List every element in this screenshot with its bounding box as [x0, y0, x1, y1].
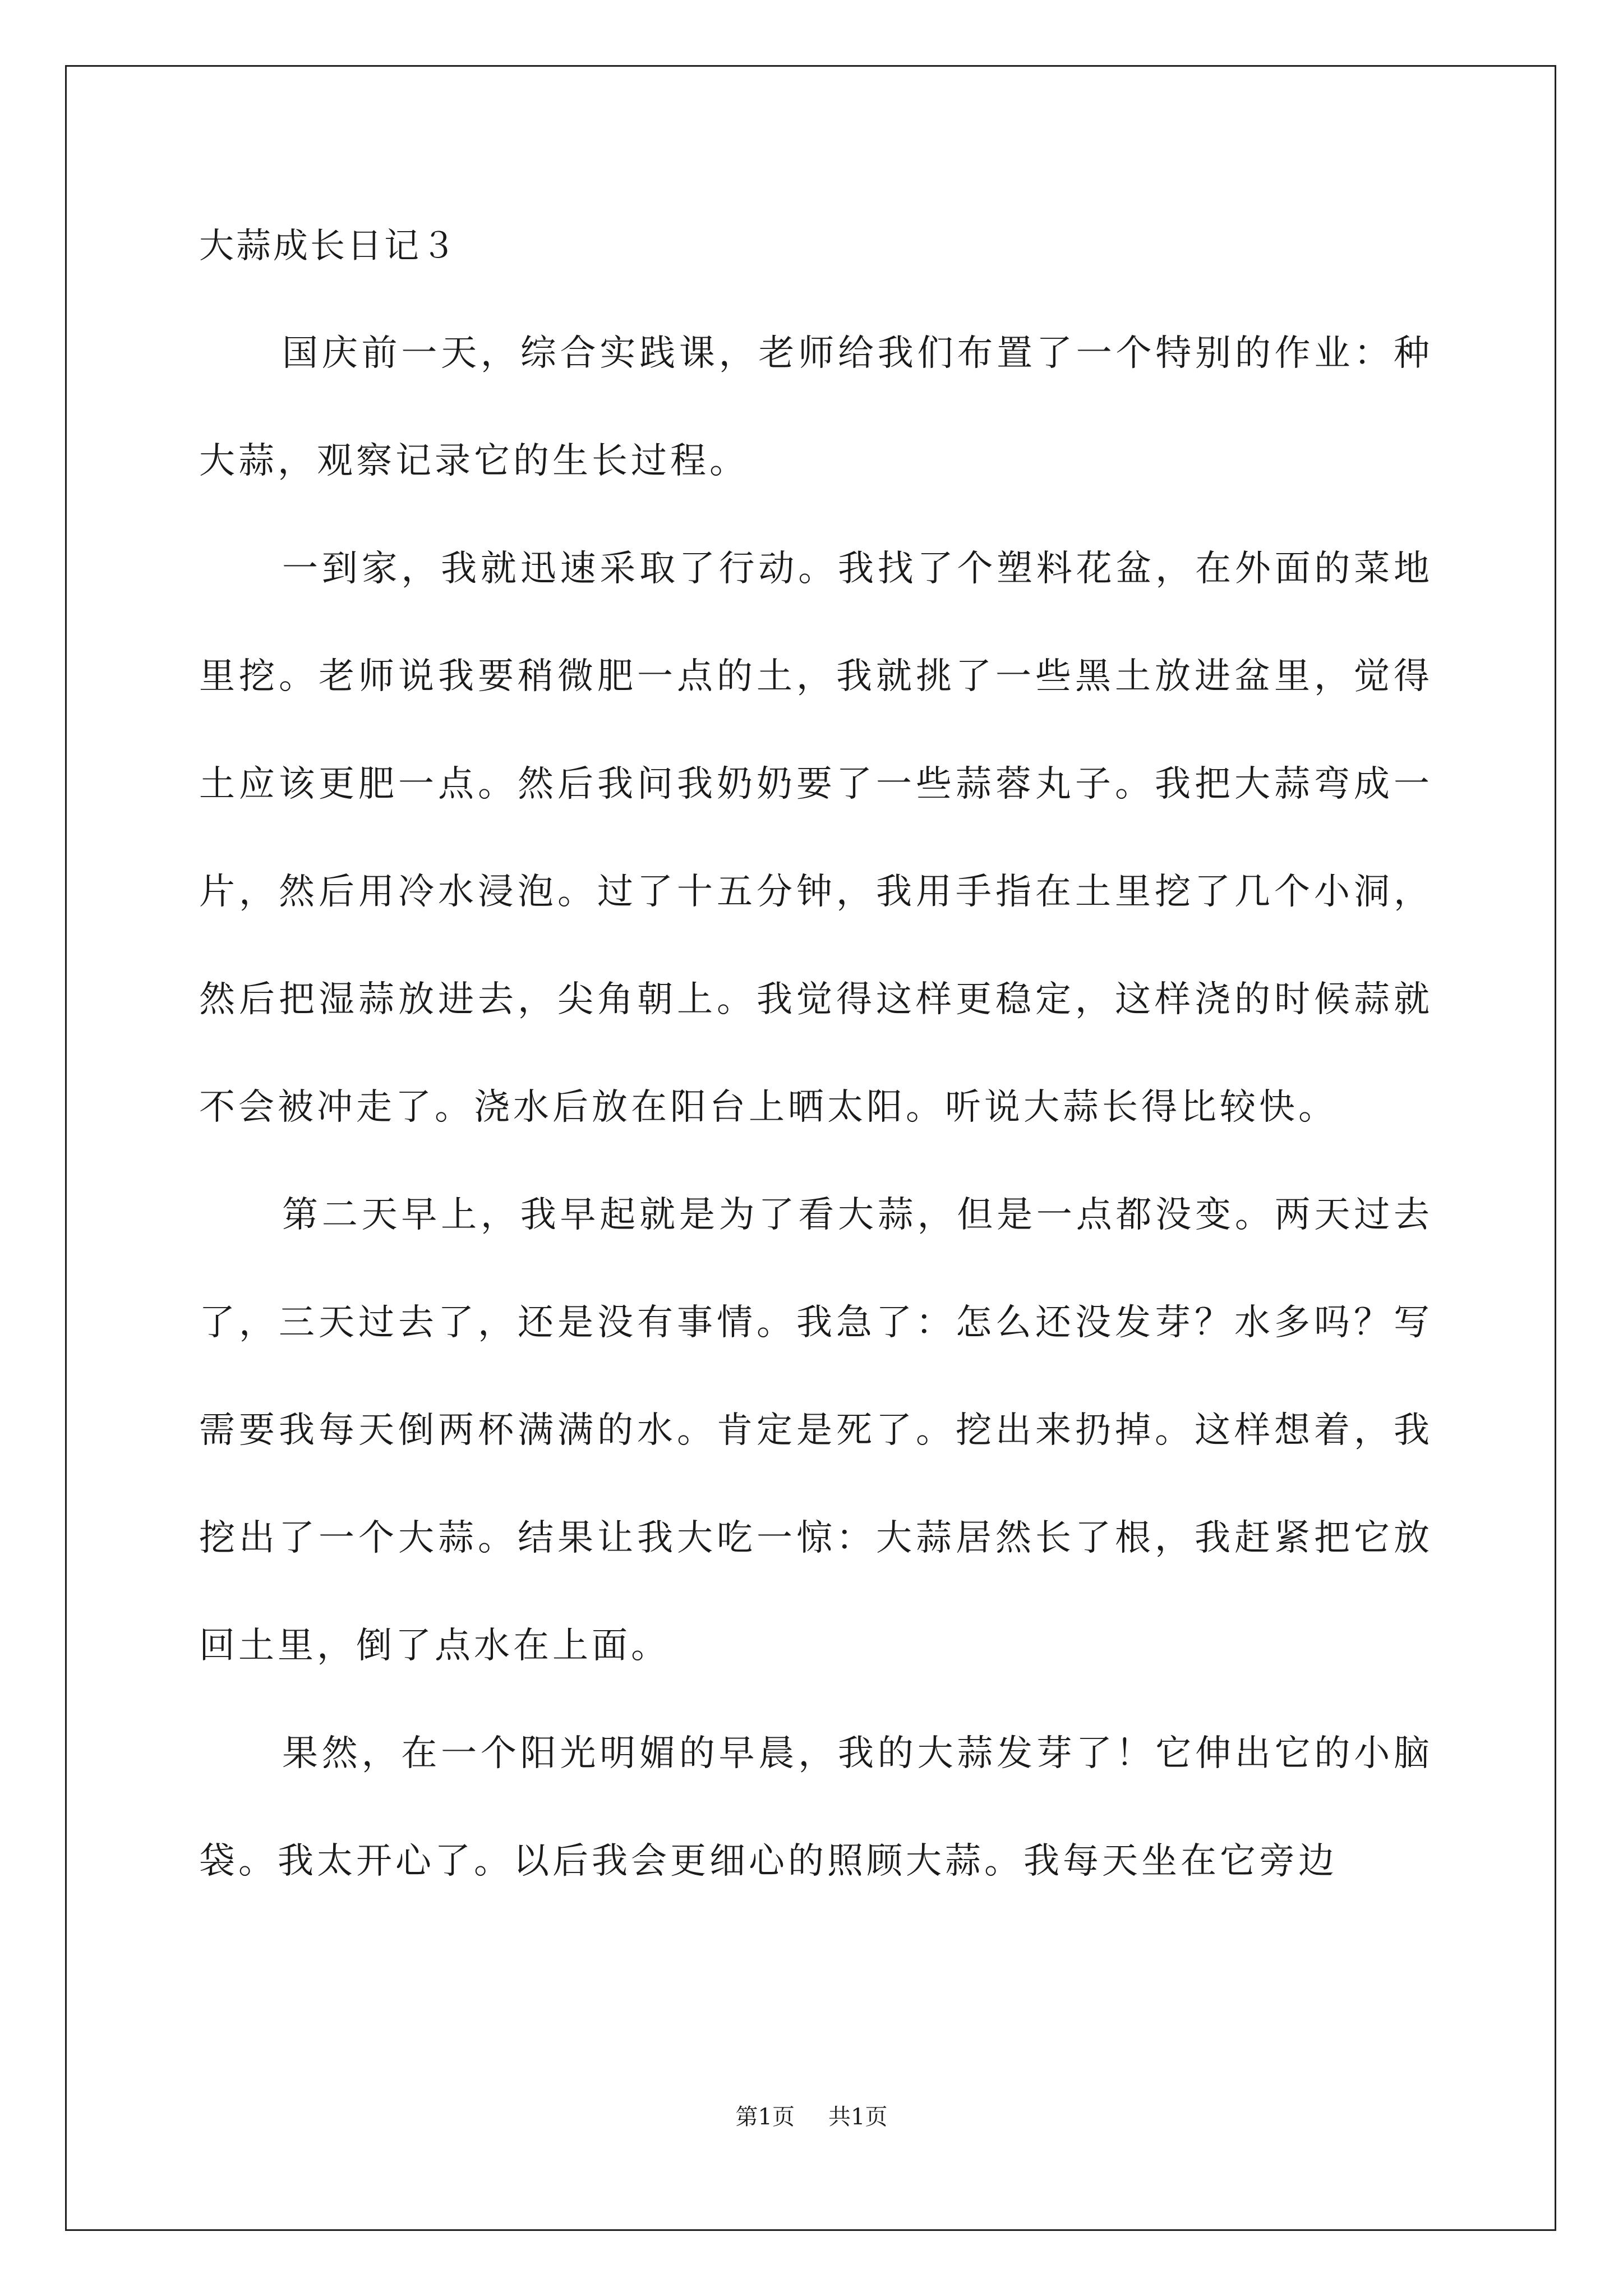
page-footer	[0, 2099, 1623, 2131]
paragraph-3: 第二天早上，我早起就是为了看大蒜，但是一点都没变。两天过去了，三天过去了，还是没有事情。我急了：怎么还没发芽？水多吗？写需要我每天倒两杯满满的水。肯定是死了。挖出来扔掉。这样想着，我挖出了一个大蒜。结果让我大吃一惊：大蒜居然长了根，我赶紧把它放回土里，倒了点水在上面。	[199, 1194, 1433, 1667]
page-number-current: 第1页	[735, 2104, 795, 2130]
document-body	[199, 219, 1433, 1915]
paragraph-1: 国庆前一天，综合实践课，老师给我们布置了一个特别的作业：种大蒜，观察记录它的生长过程。	[199, 333, 1433, 482]
page-number-total: 共1页	[828, 2104, 888, 2130]
document-title: 大蒜成长日记３	[199, 225, 459, 266]
paragraph-4: 果然，在一个阳光明媚的早晨，我的大蒜发芽了！它伸出它的小脑袋。我太开心了。以后我会更细心的照顾大蒜。我每天坐在它旁边	[199, 1733, 1433, 1882]
paragraph-2: 一到家，我就迅速采取了行动。我找了个塑料花盆，在外面的菜地里挖。老师说我要稍微肥一点的土，我就挑了一些黑土放进盆里，觉得土应该更肥一点。然后我问我奶奶要了一些蒜蓉丸子。我把大蒜弯成一片，然后用冷水浸泡。过了十五分钟，我用手指在土里挖了几个小洞，然后把湿蒜放进去，尖角朝上。我觉得这样更稳定，这样浇的时候蒜就不会被冲走了。浇水后放在阳台上晒太阳。听说大蒜长得比较快。	[199, 548, 1433, 1128]
